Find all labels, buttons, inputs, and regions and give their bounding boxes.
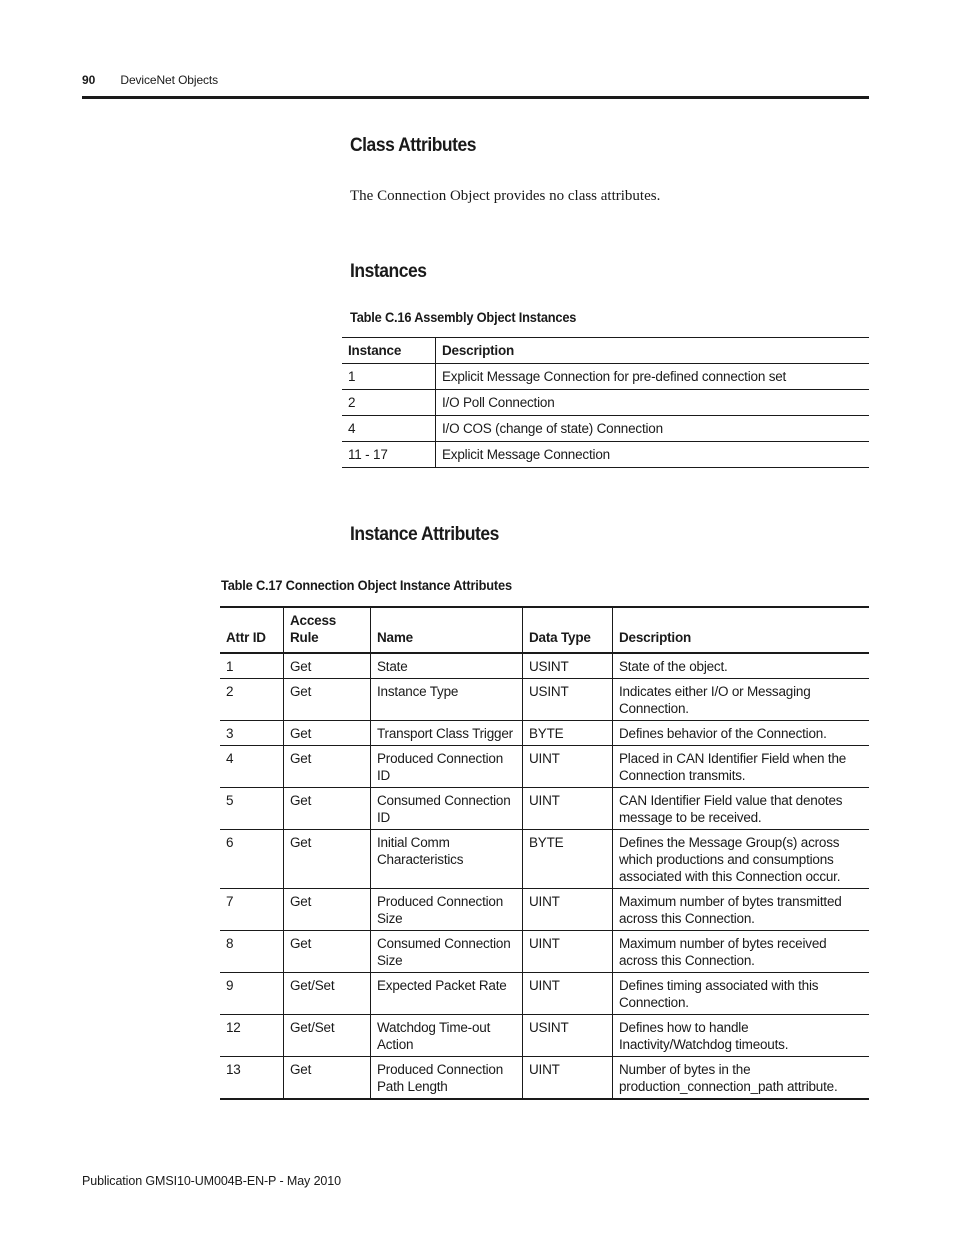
section-title: DeviceNet Objects (120, 73, 219, 87)
column-header: Attr ID (220, 607, 284, 653)
table-c17-caption: Table C.17 Connection Object Instance Attributes (221, 578, 512, 593)
column-header: Description (436, 338, 870, 364)
table-row (220, 679, 869, 721)
table-cell: Defines how to handle Inactivity/Watchdog timeouts. (613, 1015, 870, 1057)
table-cell: Get (284, 721, 371, 746)
table-cell: UINT (523, 931, 613, 973)
class-attributes-heading: Class Attributes (350, 135, 477, 156)
table-cell: Transport Class Trigger (371, 721, 523, 746)
table-cell: Defines behavior of the Connection. (613, 721, 870, 746)
table-cell: Explicit Message Connection (436, 442, 870, 468)
table-cell: Get (284, 746, 371, 788)
table-cell: Consumed Connection ID (371, 788, 523, 830)
table-cell: Placed in CAN Identifier Field when the Connection transmits. (613, 746, 870, 788)
table-row (342, 390, 869, 416)
table-cell: State (371, 653, 523, 679)
table-cell: 11 - 17 (342, 442, 436, 468)
table-cell: BYTE (523, 721, 613, 746)
instances-heading: Instances (350, 261, 427, 282)
table-cell: Defines the Message Group(s) across which productions and consumptions associated with this Connection occur. (613, 830, 870, 889)
table-cell: Get (284, 889, 371, 931)
table-cell: Get (284, 1057, 371, 1100)
table-cell: Produced Connection Size (371, 889, 523, 931)
column-header: Access Rule (284, 607, 371, 653)
table-cell: Expected Packet Rate (371, 973, 523, 1015)
table-cell: I/O Poll Connection (436, 390, 870, 416)
table-c16-caption: Table C.16 Assembly Object Instances (350, 310, 577, 325)
table-cell: Consumed Connection Size (371, 931, 523, 973)
table-cell: Defines timing associated with this Connection. (613, 973, 870, 1015)
table-cell: Produced Connection ID (371, 746, 523, 788)
table-cell: USINT (523, 679, 613, 721)
table-cell: State of the object. (613, 653, 870, 679)
instance-attributes-heading: Instance Attributes (350, 524, 499, 545)
table-header-row (220, 607, 869, 653)
table-cell: 3 (220, 721, 284, 746)
table-cell: 4 (342, 416, 436, 442)
table-row (220, 889, 869, 931)
table-cell: 8 (220, 931, 284, 973)
table-row (220, 721, 869, 746)
table-cell: 1 (220, 653, 284, 679)
column-header: Name (371, 607, 523, 653)
table-cell: Get (284, 679, 371, 721)
table-row (220, 746, 869, 788)
table-cell: 6 (220, 830, 284, 889)
table-cell: UINT (523, 973, 613, 1015)
table-cell: UINT (523, 1057, 613, 1100)
column-header: Instance (342, 338, 436, 364)
table-cell: 2 (342, 390, 436, 416)
publication-footer: Publication GMSI10-UM004B-EN-P - May 2010 (82, 1174, 341, 1188)
table-cell: Get/Set (284, 973, 371, 1015)
table-cell: Get (284, 830, 371, 889)
table-cell: I/O COS (change of state) Connection (436, 416, 870, 442)
table-cell: CAN Identifier Field value that denotes message to be received. (613, 788, 870, 830)
table-header-row (342, 338, 869, 364)
table-cell: Explicit Message Connection for pre-defined connection set (436, 364, 870, 390)
table-cell: 13 (220, 1057, 284, 1100)
assembly-object-instances-table (342, 337, 869, 468)
table-row (220, 973, 869, 1015)
table-cell: 9 (220, 973, 284, 1015)
page-header (82, 73, 218, 87)
table-cell: Maximum number of bytes received across this Connection. (613, 931, 870, 973)
table-cell: 1 (342, 364, 436, 390)
table-cell: 5 (220, 788, 284, 830)
table-row (220, 1015, 869, 1057)
table-cell: 4 (220, 746, 284, 788)
table-cell: 7 (220, 889, 284, 931)
table-cell: 2 (220, 679, 284, 721)
connection-object-instance-attributes-table (220, 606, 869, 1100)
table-row (220, 788, 869, 830)
table-cell: UINT (523, 788, 613, 830)
table-cell: Instance Type (371, 679, 523, 721)
table-row (220, 1057, 869, 1100)
table-cell: 12 (220, 1015, 284, 1057)
table-cell: Number of bytes in the production_connection_path attribute. (613, 1057, 870, 1100)
table-cell: BYTE (523, 830, 613, 889)
table-row (342, 442, 869, 468)
table-cell: Initial Comm Characteristics (371, 830, 523, 889)
page-number: 90 (82, 73, 96, 87)
table-row (220, 653, 869, 679)
header-rule (82, 96, 869, 99)
table-cell: USINT (523, 653, 613, 679)
table-cell: Get/Set (284, 1015, 371, 1057)
column-header: Description (613, 607, 870, 653)
table-row (220, 931, 869, 973)
table-row (342, 416, 869, 442)
table-cell: USINT (523, 1015, 613, 1057)
table-cell: UINT (523, 746, 613, 788)
table-cell: Watchdog Time-out Action (371, 1015, 523, 1057)
table-cell: Produced Connection Path Length (371, 1057, 523, 1100)
table-cell: Indicates either I/O or Messaging Connection. (613, 679, 870, 721)
table-cell: Get (284, 653, 371, 679)
table-cell: Get (284, 931, 371, 973)
table-cell: Get (284, 788, 371, 830)
class-attributes-text: The Connection Object provides no class attributes. (350, 188, 661, 204)
column-header: Data Type (523, 607, 613, 653)
table-cell: UINT (523, 889, 613, 931)
table-row (220, 830, 869, 889)
table-cell: Maximum number of bytes transmitted across this Connection. (613, 889, 870, 931)
table-row (342, 364, 869, 390)
